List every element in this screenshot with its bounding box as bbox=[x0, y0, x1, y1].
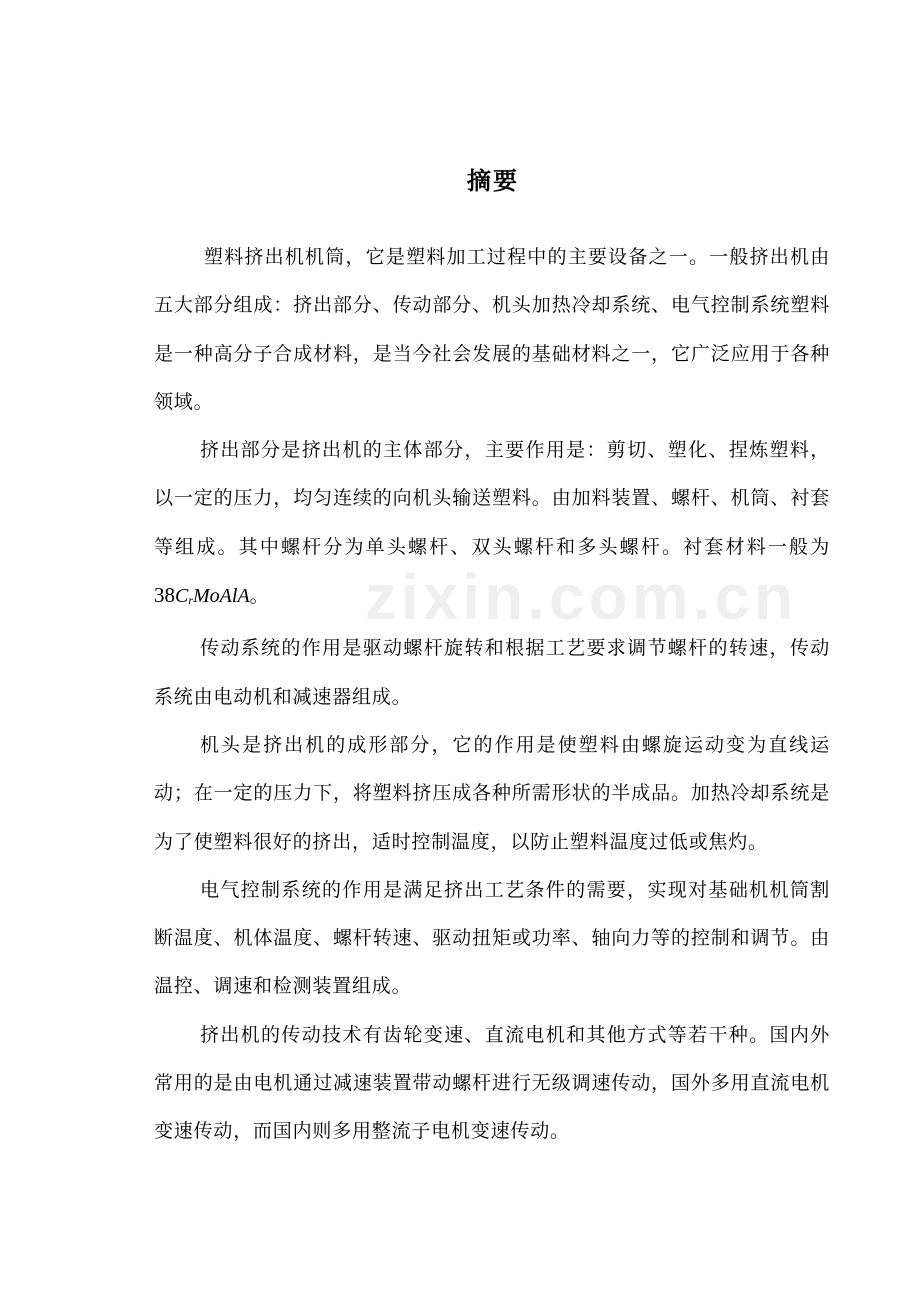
material-formula bbox=[154, 583, 250, 608]
paragraph-intro: 塑料挤出机机筒，它是塑料加工过程中的主要设备之一。一般挤出机由五大部分组成：挤出部分、传动部分、机头加热冷却系统、电气控制系统塑料是一种高分子合成材料，是当今社会发展的基础材料之一，它广泛应用于各种领域。 bbox=[154, 246, 830, 413]
paragraph-extrusion-text: 挤出部分是挤出机的主体部分，主要作用是：剪切、塑化、捏炼塑料，以一定的压力，均匀连续的向机头输送塑料。由加料装置、螺杆、机筒、衬套等组成。其中螺杆分为单头螺杆、双头螺杆和多头螺杆。衬套材料一般为 bbox=[154, 439, 830, 558]
body-text bbox=[154, 233, 830, 1156]
formula-subscript: r bbox=[188, 593, 194, 608]
formula-c: C bbox=[175, 585, 189, 608]
paragraph-transmission: 传动系统的作用是驱动螺杆旋转和根据工艺要求调节螺杆的转速，传动系统由电动机和减速器组成。 bbox=[154, 637, 830, 708]
formula-period: 。 bbox=[249, 585, 270, 608]
paragraph-electrical-control: 电气控制系统的作用是满足挤出工艺条件的需要，实现对基础机机筒割断温度、机体温度、螺杆转速、驱动扭矩或功率、轴向力等的控制和调节。由温控、调速和检测装置组成。 bbox=[154, 878, 830, 998]
page-title: 摘要 bbox=[467, 167, 519, 195]
paragraph-extrusion bbox=[154, 426, 830, 624]
formula-number: 38 bbox=[154, 583, 175, 608]
paragraph-die-head: 机头是挤出机的成形部分，它的作用是使塑料由螺旋运动变为直线运动；在一定的压力下，将塑料挤压成各种所需形状的半成品。加热冷却系统是为了使塑料很好的挤出，适时控制温度，以防止塑料温度过低或焦灼。 bbox=[154, 733, 830, 853]
paragraph-drive-technology: 挤出机的传动技术有齿轮变速、直流电机和其他方式等若干种。国内外常用的是由电机通过减速装置带动螺杆进行无级调速传动，国外多用直流电机变速传动，而国内则多用整流子电机变速传动。 bbox=[154, 1023, 830, 1143]
formula-rest: MoAlA bbox=[193, 585, 250, 608]
watermark: zixin.com.cn bbox=[365, 561, 798, 633]
